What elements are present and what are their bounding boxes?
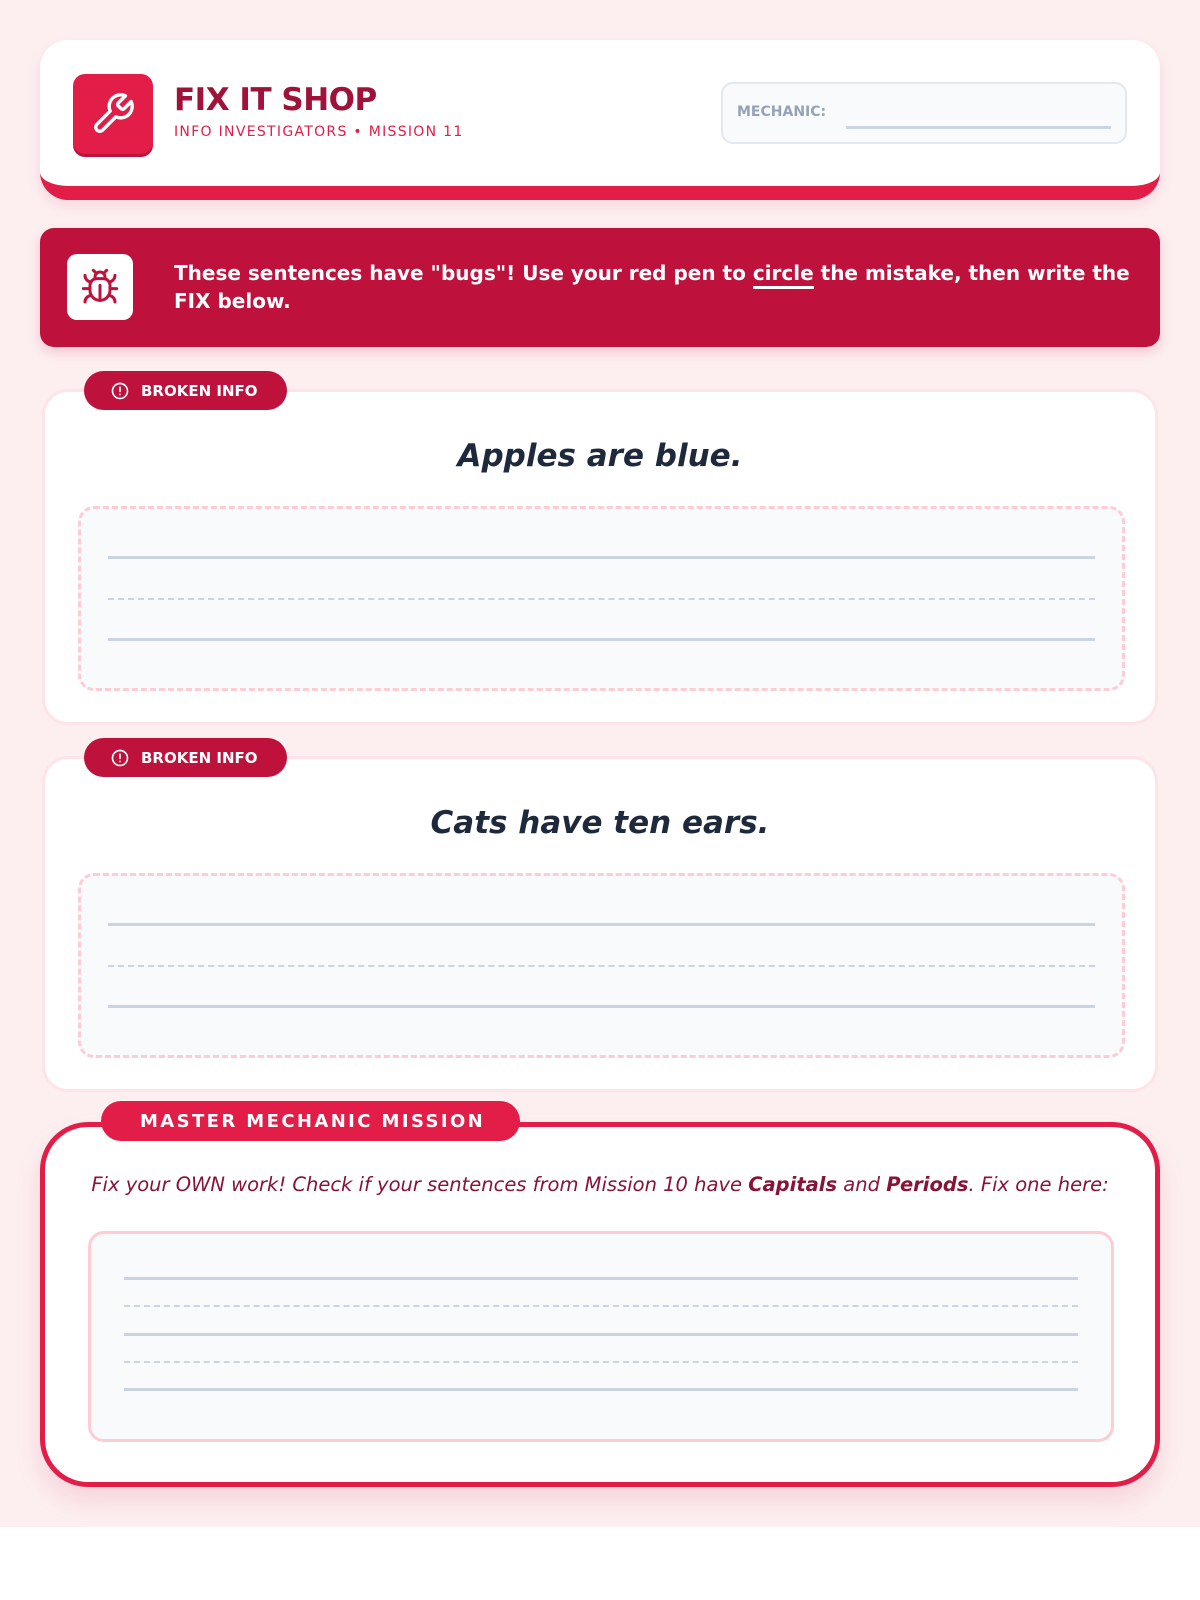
writing-line [108,923,1095,926]
instruction-underlined-word: circle [753,261,814,289]
instruction-text [174,259,1134,315]
writing-midline [108,598,1095,600]
header-card [40,40,1160,200]
alert-circle-icon [110,381,130,401]
badge-label: BROKEN INFO [141,748,258,767]
instruction-banner [40,228,1160,347]
broken-info-badge [84,738,287,777]
broken-info-badge [84,371,287,410]
page-title: FIX IT SHOP [174,82,377,118]
writing-line [124,1388,1078,1391]
writing-line [108,638,1095,641]
fix-writing-area[interactable] [78,873,1125,1058]
instruction-text-start: These sentences have "bugs"! Use your red pen to [174,261,753,285]
page-subtitle: INFO INVESTIGATORS • MISSION 11 [174,124,464,140]
fix-writing-area[interactable] [78,506,1125,691]
writing-midline [124,1361,1078,1363]
master-mission-card [40,1122,1160,1487]
broken-sentence: Cats have ten ears. [430,805,770,841]
broken-info-card [42,756,1158,1092]
master-text-part: and [837,1173,887,1196]
master-writing-area[interactable] [88,1231,1114,1442]
bug-icon [67,254,133,320]
master-mission-title: MASTER MECHANIC MISSION [101,1101,520,1141]
mechanic-label: MECHANIC: [737,104,827,120]
badge-label: BROKEN INFO [141,381,258,400]
broken-sentence: Apples are blue. [457,438,743,474]
master-bold-capitals: Capitals [748,1173,838,1196]
alert-circle-icon [110,748,130,768]
writing-line [108,1005,1095,1008]
master-text-part: Fix your OWN work! Check if your sentences from Mission 10 have [91,1173,749,1196]
mechanic-name-field[interactable] [721,82,1127,144]
master-mission-instructions [45,1173,1155,1196]
writing-line [108,556,1095,559]
instruction-text-end: the mistake, then write the FIX below. [174,261,1130,313]
wrench-icon [73,74,153,154]
master-bold-periods: Periods [886,1173,969,1196]
writing-line [124,1277,1078,1280]
writing-line [124,1333,1078,1336]
broken-info-card [42,389,1158,725]
master-text-part: . Fix one here: [968,1173,1109,1196]
mechanic-write-line[interactable] [846,126,1111,129]
writing-midline [108,965,1095,967]
writing-midline [124,1305,1078,1307]
